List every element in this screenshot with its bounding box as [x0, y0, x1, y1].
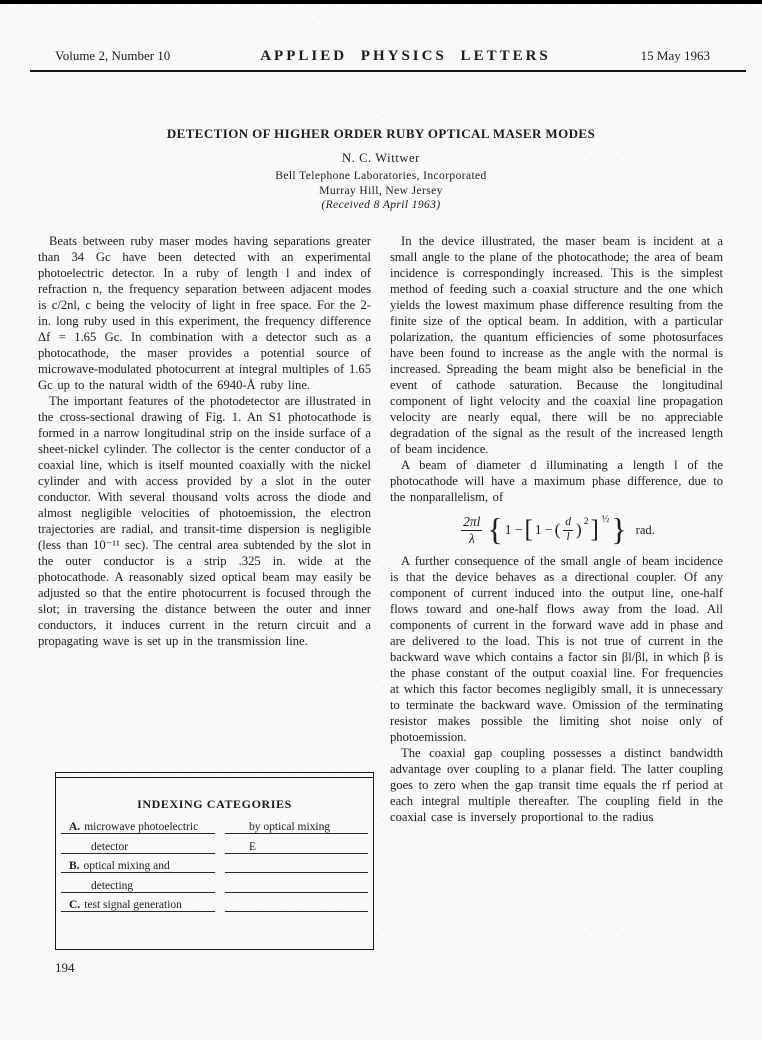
equation-leading-fraction [461, 514, 482, 546]
indexing-row-c [61, 897, 368, 912]
close-brace: } [611, 511, 627, 548]
article-title-block [38, 126, 724, 211]
page-top-rule [0, 0, 762, 4]
right-paragraph-1: In the device illustrated, the maser beam is incident at a small angle to the plane of the photocathode; the area of beam incidence is correspondingly increased. This is the simplest method of feeding such a coaxial structure and the one which yields the lowest maximum phase difference resulting from the finite size of the optical beam. In addition, with a particular polarization, the quantum efficiencies of some photosurfaces have been found to increase as the angle with the normal is increased. Spreading the beam might also be beneficial in the event of cathode saturation. Because the longitudinal component of light velocity and the coaxial line propagation velocity are nearly equal, there will be no appreciable degradation of the signal as the result of the increased length of beam incidence. [390, 234, 723, 456]
category-letter: A. [69, 821, 81, 833]
equation-term-1: 1 − [504, 522, 523, 538]
inner-fraction-numerator: d [563, 516, 573, 530]
phase-difference-equation [390, 511, 723, 548]
category-text: optical mixing and [83, 860, 170, 872]
indexing-box-title: INDEXING CATEGORIES [137, 797, 292, 811]
indexing-categories-box [55, 772, 374, 950]
indexing-cell-right [225, 911, 368, 912]
right-column [390, 233, 723, 825]
equation-term-2: 1 − [534, 522, 553, 538]
category-text: microwave photoelectric [84, 821, 199, 833]
indexing-row-a [61, 819, 368, 834]
page-number: 194 [55, 960, 75, 975]
fraction-denominator: λ [468, 530, 475, 546]
indexing-row-b2 [61, 878, 368, 893]
indexing-cell-left [61, 821, 215, 834]
category-letter: B. [69, 860, 80, 872]
exponent-one-half: ½ [601, 513, 610, 525]
indexing-cell-right [225, 872, 368, 873]
category-annotation: E [249, 840, 257, 853]
received-date-line: (Received 8 April 1963) [321, 199, 441, 211]
indexing-cell-right [225, 892, 368, 893]
indexing-cell-right [225, 841, 368, 854]
left-paragraph-2: The important features of the photodetector are illustrated in the cross-sectional drawing of Fig. 1. An S1 photocathode is formed in a narrow longitudinal strip on the inside surface of a sheet-nickel cylinder. The collector is the center conductor of a coaxial line, which is itself mounted coaxially with the nickel cylinder and with access provided by a slot in the outer conductor. With several thousand volts across the diode and almost negligible velocities of photoemission, the electron trajectories are radial, and transit-time dispersion is negligible (less than 10⁻¹¹ sec). The central area subtended by the slot in the outer conductor is a strip .325 in. wide at the photocathode. A reasonably sized optical beam may easily be adjusted so that the entire photocurrent is focused through the slot; in traversing the distance between the outer and inner conductors, it induces current in the return circuit and a propagating wave is set up in the transmission line. [38, 394, 371, 648]
left-paragraph-1: Beats between ruby maser modes having separations greater than 34 Gc have been detected with an experimental photoelectric detector. In a ruby of length l and index of refraction n, the frequency separation between adjacent modes is c/2nl, c being the velocity of light in free space. For the 2-in. long ruby used in this experiment, the frequency difference Δf = 1.65 Gc. In combination with a detector such as a photocathode, the maser provides a potential source of microwave-modulated photocurrent at integral multiples of 1.65 Gc up to the natural width of the 6940-Å ruby line. [38, 234, 371, 392]
category-text: detecting [91, 879, 134, 892]
right-paragraph-2: A beam of diameter d illuminating a length l of the photocathode will have a maximum phase difference, due to the nonparallelism, of [390, 458, 723, 504]
indexing-cell-left [61, 841, 215, 854]
article-author: N. C. Wittwer [342, 151, 420, 165]
journal-header [55, 48, 710, 65]
right-paragraph-4: The coaxial gap coupling possesses a distinct bandwidth advantage over coupling to a planar field. The latter coupling goes to zero when the gap transit time equals the rf period at each integral multiple thereafter. The coupling field in the coaxial case is inversely proportional to the radius [390, 746, 723, 825]
affiliation-line-1: Bell Telephone Laboratories, Incorporated [275, 170, 487, 182]
indexing-row-b [61, 858, 368, 873]
close-paren: ) [576, 519, 582, 539]
category-text: detector [91, 840, 129, 853]
indexing-cell-left [61, 880, 215, 893]
indexing-cell-right [225, 821, 368, 834]
volume-number: Volume 2, Number 10 [55, 48, 171, 63]
right-paragraph-3: A further consequence of the small angle of beam incidence is that the device behaves as a directional coupler. Of any component of current induced into the output line, one-half flows toward and one-half flows away from the load. All components of current in the forward wave add in phase and are delivered to the load. This is not true of current in the backward wave which contains a factor sin βl/βl, in which β is the phase constant of the output coaxial line. For frequencies at which this factor becomes negligibly small, it is unnecessary to terminate the backward wave. Omission of the terminating resistor makes possible the limiting shot noise only of photoemission. [390, 554, 723, 745]
journal-title: APPLIED PHYSICS LETTERS [260, 48, 551, 64]
issue-date: 15 May 1963 [640, 48, 710, 63]
indexing-cell-left [61, 860, 215, 873]
left-column [38, 233, 371, 649]
article-title: DETECTION OF HIGHER ORDER RUBY OPTICAL MASER MODES [166, 126, 596, 141]
inner-fraction-denominator: l [566, 530, 570, 543]
category-annotation: by optical mixing [249, 821, 331, 833]
open-brace: { [487, 511, 503, 548]
equation-units: rad. [635, 522, 655, 537]
indexing-row-a2 [61, 839, 368, 854]
equation-inner-fraction [563, 516, 573, 543]
exponent-squared: 2 [583, 517, 589, 528]
affiliation-line-2: Murray Hill, New Jersey [319, 184, 443, 197]
indexing-cell-left [61, 899, 215, 912]
category-letter: C. [69, 899, 81, 911]
close-bracket: ] [590, 516, 599, 544]
category-text: test signal generation [84, 899, 182, 911]
header-rule [30, 70, 746, 72]
fraction-numerator: 2πl [463, 514, 481, 529]
open-paren: ( [554, 519, 561, 539]
open-bracket: [ [524, 516, 533, 544]
